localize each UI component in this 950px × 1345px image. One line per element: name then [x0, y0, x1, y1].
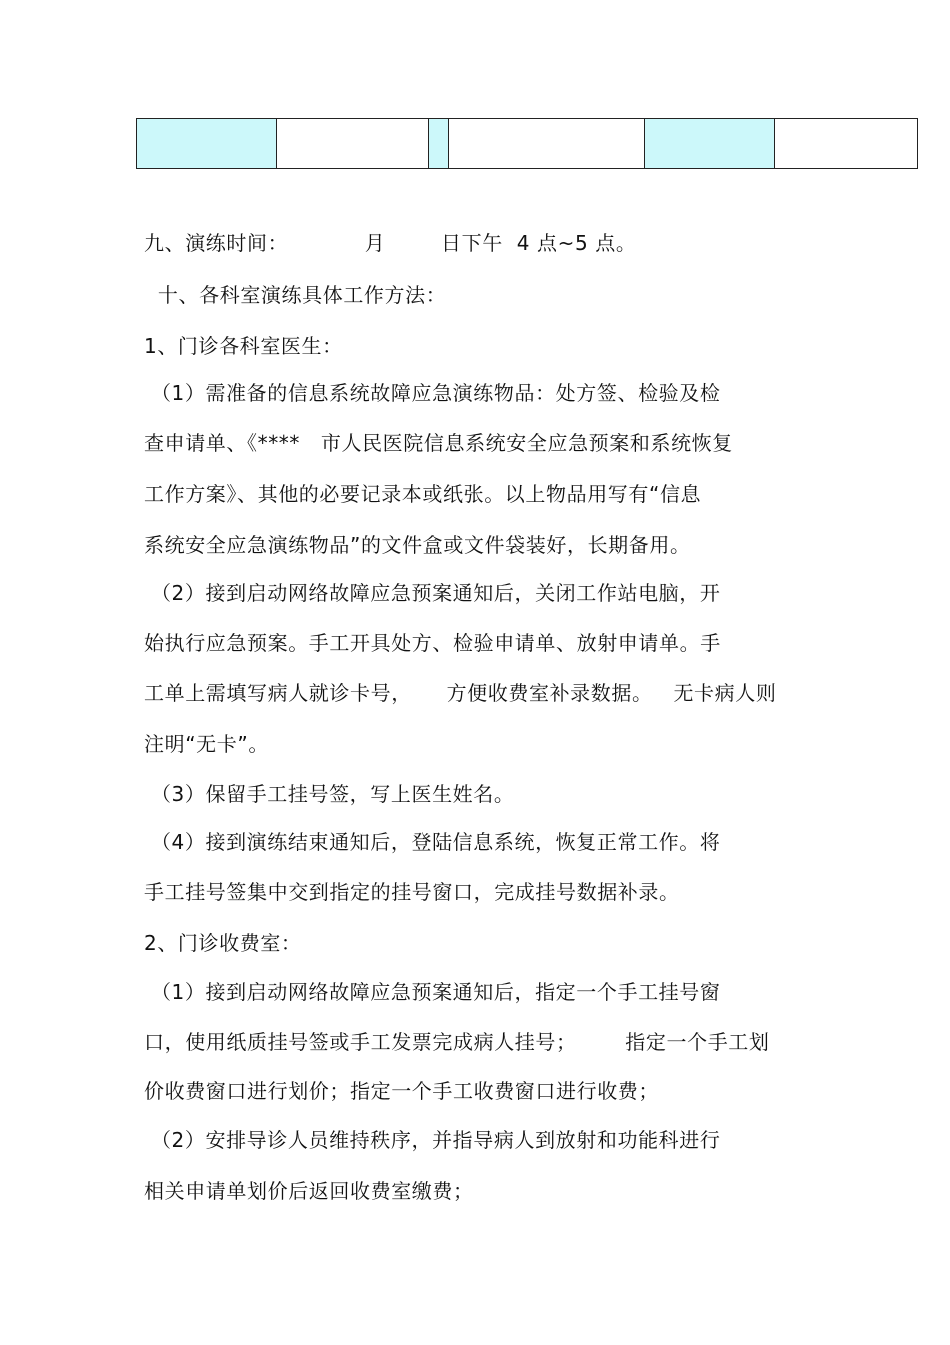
- paragraph-line: 价收费窗口进行划价；指定一个手工收费窗口进行收费；: [144, 1079, 659, 1103]
- schedule-table-row: [136, 118, 918, 169]
- paragraph-line: （2）接到启动网络故障应急预案通知后，关闭工作站电脑，开: [144, 581, 721, 605]
- section-ten-heading: 十、各科室演练具体工作方法：: [144, 283, 447, 307]
- table-cell-5: [645, 119, 775, 168]
- outpatient-doctors-heading: 1、门诊各科室医生：: [144, 334, 343, 358]
- paragraph-line: 系统安全应急演练物品”的文件盒或文件袋装好，长期备用。: [144, 533, 691, 557]
- table-cell-1: [137, 119, 277, 168]
- paragraph-line: 手工挂号签集中交到指定的挂号窗口，完成挂号数据补录。: [144, 880, 680, 904]
- paragraph-line: 始执行应急预案。手工开具处方、检验申请单、放射申请单。手: [144, 631, 721, 655]
- paragraph-line: 工单上需填写病人就诊卡号， 方便收费室补录数据。 无卡病人则: [144, 681, 777, 705]
- paragraph-line: 工作方案》、其他的必要记录本或纸张。以上物品用写有“信息: [144, 482, 702, 506]
- paragraph-line: 相关申请单划价后返回收费室缴费；: [144, 1179, 474, 1203]
- table-cell-6: [775, 119, 917, 168]
- table-cell-3: [429, 119, 449, 168]
- paragraph-line: 注明“无卡”。: [144, 732, 269, 756]
- paragraph-line: （1）接到启动网络故障应急预案通知后，指定一个手工挂号窗: [144, 980, 721, 1004]
- drill-time-line: 九、演练时间： 月 日下午 4 点~5 点。: [144, 231, 637, 255]
- paragraph-line: 查申请单、《**** 市人民医院信息系统安全应急预案和系统恢复: [144, 431, 733, 455]
- paragraph-line: （3）保留手工挂号签，写上医生姓名。: [144, 782, 515, 806]
- outpatient-cashier-heading: 2、门诊收费室：: [144, 931, 302, 955]
- paragraph-line: （4）接到演练结束通知后，登陆信息系统，恢复正常工作。将: [144, 830, 721, 854]
- paragraph-line: （1）需准备的信息系统故障应急演练物品：处方签、检验及检: [144, 381, 721, 405]
- paragraph-line: （2）安排导诊人员维持秩序，并指导病人到放射和功能科进行: [144, 1128, 721, 1152]
- table-cell-4: [449, 119, 645, 168]
- paragraph-line: 口，使用纸质挂号签或手工发票完成病人挂号； 指定一个手工划: [144, 1030, 770, 1054]
- table-cell-2: [277, 119, 429, 168]
